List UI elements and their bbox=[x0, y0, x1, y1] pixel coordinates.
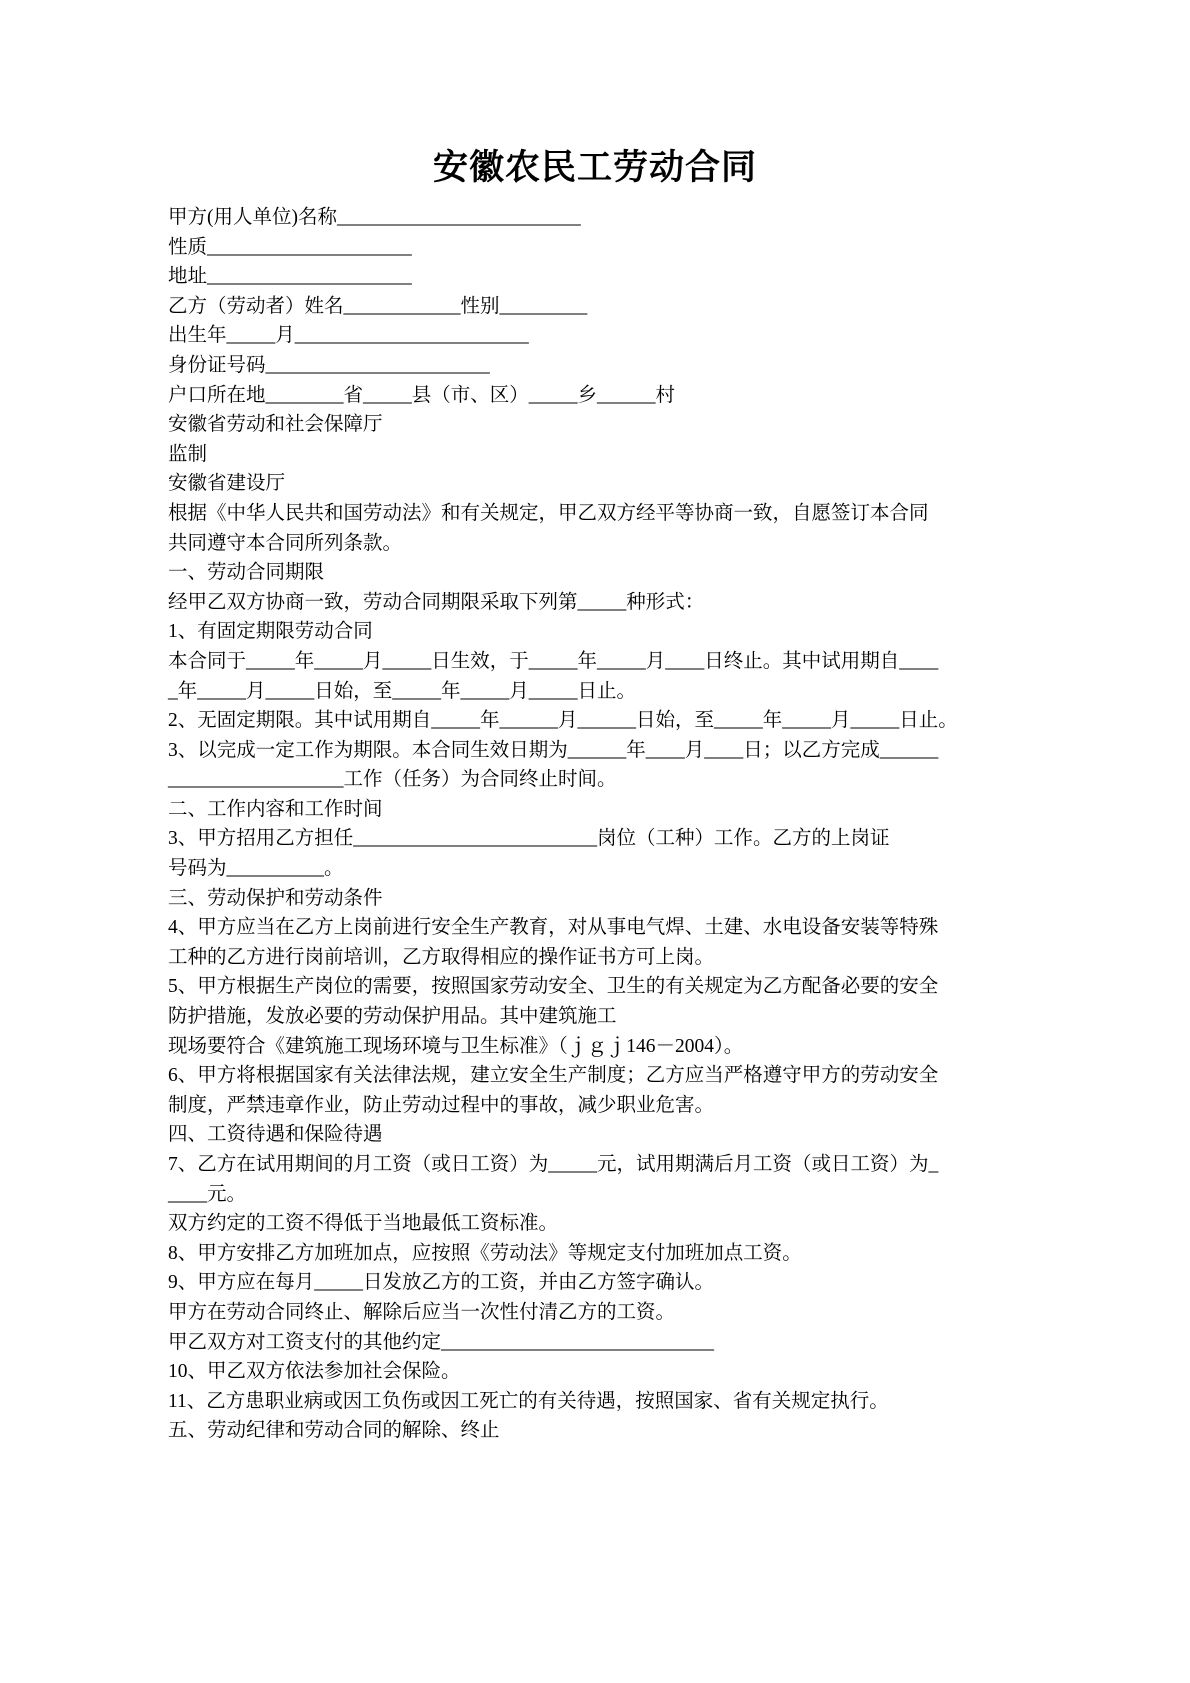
contract-line-clause-9-note-1: 甲方在劳动合同终止、解除后应当一次性付清乙方的工资。 bbox=[168, 1301, 676, 1323]
contract-heading-section-5: 五、劳动纪律和劳动合同的解除、终止 bbox=[168, 1420, 500, 1442]
contract-line-clause-10: 10、甲乙双方依法参加社会保险。 bbox=[168, 1361, 461, 1383]
contract-line-clause-9: 9、甲方应在每月_____日发放乙方的工资，并由乙方签字确认。 bbox=[168, 1272, 715, 1294]
contract-line-clause-9-note-2: 甲乙双方对工资支付的其他约定____________________________ bbox=[168, 1331, 715, 1353]
contract-line-party-a-address: 地址_____________________ bbox=[168, 266, 412, 288]
contract-line-clause-8: 8、甲方安排乙方加班加点，应按照《劳动法》等规定支付加班加点工资。 bbox=[168, 1242, 802, 1264]
contract-line-preamble-1: 根据《中华人民共和国劳动法》和有关规定，甲乙双方经平等协商一致，自愿签订本合同 bbox=[168, 502, 929, 524]
contract-line-term-1-body-1: 本合同于_____年_____月_____日生效，于_____年_____月____日终止。其中试用期自____ bbox=[168, 650, 939, 672]
contract-line-clause-4-body-1: 4、甲方应当在乙方上岗前进行安全生产教育，对从事电气焊、土建、水电设备安装等特殊 bbox=[168, 917, 939, 939]
contract-line-clause-4-body-2: 工种的乙方进行岗前培训，乙方取得相应的操作证书方可上岗。 bbox=[168, 946, 715, 968]
contract-line-clause-7-body-1: 7、乙方在试用期间的月工资（或日工资）为_____元，试用期满后月工资（或日工资）为_ bbox=[168, 1154, 939, 1175]
contract-line-clause-5-body-2: 防护措施，发放必要的劳动保护用品。其中建筑施工 bbox=[168, 1006, 617, 1028]
contract-line-clause-11: 11、乙方患职业病或因工负伤或因工死亡的有关待遇，按照国家、省有关规定执行。 bbox=[168, 1390, 889, 1412]
contract-heading-term-1: 1、有固定期限劳动合同 bbox=[168, 621, 373, 643]
contract-line-term-1-body-2: _年_____月_____日始，至_____年_____月_____日止。 bbox=[168, 680, 637, 702]
contract-line-party-b-name-sex: 乙方（劳动者）姓名____________性别_________ bbox=[168, 295, 588, 317]
contract-line-clause-5-body-3: 现场要符合《建筑施工现场环境与卫生标准》（ｊｇｊ146－2004）。 bbox=[168, 1035, 744, 1057]
page-title: 安徽农民工劳动合同 bbox=[432, 148, 757, 187]
contract-heading-section-1: 一、劳动合同期限 bbox=[168, 562, 325, 584]
contract-line-party-a-nature: 性质_____________________ bbox=[168, 236, 412, 258]
contract-line-clause-5-body-1: 5、甲方根据生产岗位的需要，按照国家劳动安全、卫生的有关规定为乙方配备必要的安全 bbox=[168, 976, 939, 998]
contract-line-party-a-name: 甲方(用人单位)名称_________________________ bbox=[168, 207, 581, 228]
contract-line-party-b-household: 户口所在地________省_____县（市、区）_____乡______村 bbox=[168, 384, 676, 406]
contract-line-term-2: 2、无固定期限。其中试用期自_____年______月______日始，至_____年_____月_____日止。 bbox=[168, 710, 958, 732]
contract-line-clause-6-body-1: 6、甲方将根据国家有关法律法规，建立安全生产制度；乙方应当严格遵守甲方的劳动安全 bbox=[168, 1065, 939, 1087]
contract-heading-section-2: 二、工作内容和工作时间 bbox=[168, 798, 383, 820]
contract-line-issuer-labor: 安徽省劳动和社会保障厅 bbox=[168, 414, 383, 436]
contract-line-party-b-birth: 出生年_____月________________________ bbox=[168, 325, 529, 347]
contract-heading-section-4: 四、工资待遇和保险待遇 bbox=[168, 1124, 383, 1146]
contract-line-term-3-body-1: 3、以完成一定工作为期限。本合同生效日期为______年____月____日；以乙方完成______ bbox=[168, 739, 939, 761]
contract-line-clause-3-body-2: 号码为__________。 bbox=[168, 858, 344, 880]
contract-line-clause-3-body-1: 3、甲方招用乙方担任_________________________岗位（工种）工作。乙方的上岗证 bbox=[168, 828, 890, 850]
contract-heading-section-3: 三、劳动保护和劳动条件 bbox=[168, 887, 383, 909]
document-body bbox=[168, 203, 958, 1446]
contract-line-issuer-supervise: 监制 bbox=[168, 443, 208, 465]
contract-line-clause-6-body-2: 制度，严禁违章作业，防止劳动过程中的事故，减少职业危害。 bbox=[168, 1094, 715, 1116]
contract-line-term-3-body-2: __________________工作（任务）为合同终止时间。 bbox=[168, 769, 617, 791]
contract-line-section-1-intro: 经甲乙双方协商一致，劳动合同期限采取下列第_____种形式： bbox=[168, 591, 705, 613]
contract-line-issuer-construct: 安徽省建设厅 bbox=[168, 473, 286, 495]
contract-line-party-b-id: 身份证号码_______________________ bbox=[168, 354, 490, 376]
contract-line-clause-7-note: 双方约定的工资不得低于当地最低工资标准。 bbox=[168, 1213, 559, 1235]
contract-line-preamble-2: 共同遵守本合同所列条款。 bbox=[168, 532, 403, 554]
contract-line-clause-7-body-2: ____元。 bbox=[168, 1183, 247, 1205]
